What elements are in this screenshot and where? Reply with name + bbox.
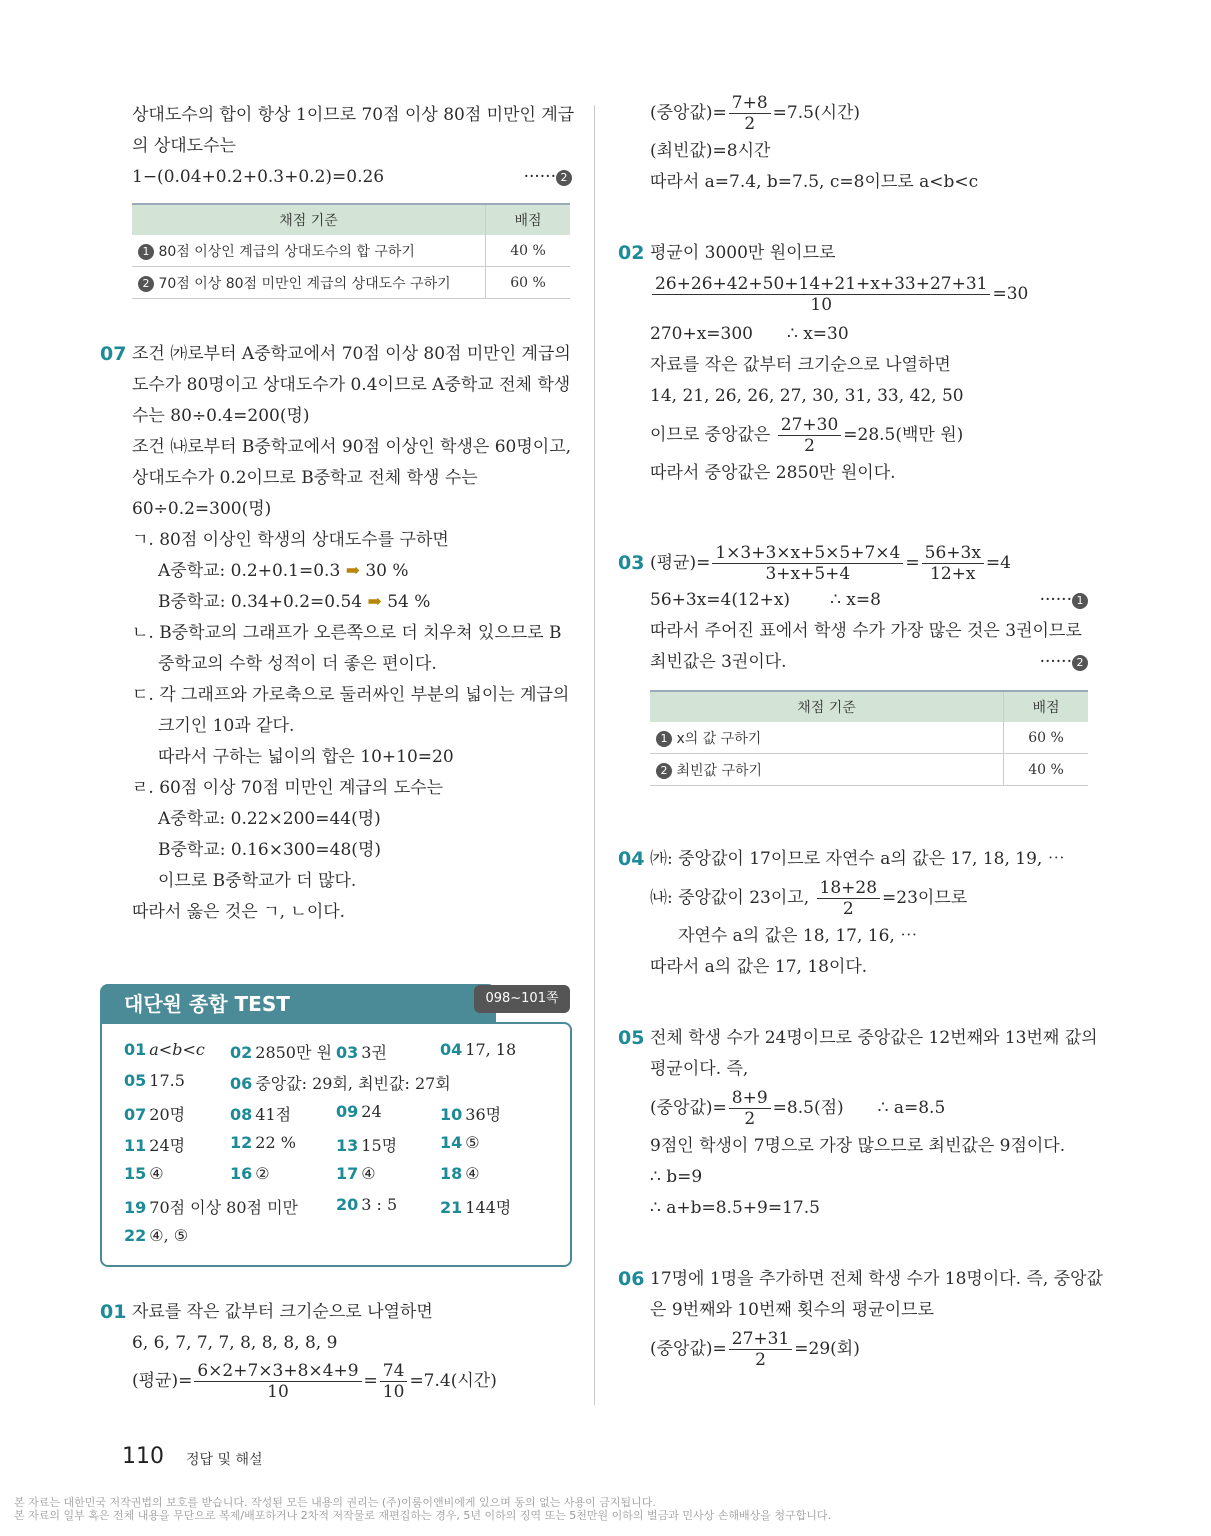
fraction: $\frac{74}{10}$ <box>380 1361 408 1402</box>
problem-number: 06 <box>618 1268 645 1290</box>
text-line: 은 9번째와 10번째 횟수의 평균이므로 <box>650 1300 934 1320</box>
scoring-table <box>650 690 1088 786</box>
score: 60 % <box>1004 722 1089 754</box>
text-line: 평균이 3000만 원이므로 <box>650 243 836 263</box>
text-line: 최빈값은 3권이다. ······ 2 <box>618 647 1088 678</box>
fraction: $\frac{1\times 3+3\times x+5\times 5+7\times 4}{3+x+5+4}$ <box>712 543 903 584</box>
answer-item: 08 41점 <box>230 1105 292 1124</box>
equation: (중앙값)= $\frac{7+8}{2}$ =7.5(시간) <box>650 93 861 134</box>
answer-item: 03 3권 <box>336 1043 387 1062</box>
table-header: 배점 <box>1004 691 1089 722</box>
text-line: 조건 ㈎로부터 A중학교에서 70점 이상 80점 미만인 계급의 <box>132 344 571 364</box>
table-row <box>132 235 570 267</box>
text-line: ∴ b=9 <box>650 1167 703 1187</box>
text-line: ㈎: 중앙값이 17이므로 자연수 a의 값은 17, 18, 19, ⋯ <box>650 849 1065 869</box>
score: 60 % <box>486 267 571 299</box>
score: 40 % <box>486 235 571 267</box>
text-line: 수는 80÷0.4=200(명) <box>132 406 310 426</box>
equation: 이므로 중앙값은 $\frac{27+30}{2}$ =28.5(백만 원) <box>650 415 964 456</box>
text-line: 따라서 주어진 표에서 학생 수가 가장 많은 것은 3권이므로 <box>650 621 1082 641</box>
text-line: 17명에 1명을 추가하면 전체 학생 수가 18명이다. 즉, 중앙값 <box>650 1269 1103 1289</box>
answer-item: 14 ⑤ <box>440 1133 480 1152</box>
text-line: 상대도수의 합이 항상 1이므로 70점 이상 80점 미만인 계급 <box>132 105 575 125</box>
text-line: 따라서 옳은 것은 ㄱ, ㄴ이다. <box>132 902 346 922</box>
step-2-icon: 2 <box>656 763 672 779</box>
text-line: 의 상대도수는 <box>132 136 236 156</box>
answer-row <box>124 1098 570 1129</box>
problem-06 <box>618 1264 1103 1372</box>
text-line: 6, 6, 7, 7, 7, 8, 8, 8, 8, 9 <box>132 1333 338 1353</box>
problem-04 <box>618 844 1088 983</box>
left-column <box>100 100 575 1403</box>
answer-item: 17 ④ <box>336 1164 376 1183</box>
test-answer-box <box>100 984 572 1267</box>
problem-number: 07 <box>100 343 127 365</box>
problem-03 <box>618 541 1088 786</box>
text-line: 전체 학생 수가 24명이므로 중앙값은 12번째와 13번째 값의 <box>650 1028 1098 1048</box>
criterion: 80점 이상인 계급의 상대도수의 합 구하기 <box>158 243 415 260</box>
text-line: 자료를 작은 값부터 크기순으로 나열하면 <box>132 1302 433 1322</box>
problem-number: 05 <box>618 1027 645 1049</box>
text-line: (최빈값)=8시간 <box>650 141 771 161</box>
arrow-right-icon: ➡ <box>367 592 382 612</box>
answer-item: 16 ② <box>230 1164 270 1183</box>
text-line: 크기인 10과 같다. <box>158 716 295 736</box>
text-line: 9점인 학생이 7명으로 가장 많으므로 최빈값은 9점이다. <box>650 1136 1066 1156</box>
copyright-notice <box>14 1496 831 1522</box>
step-2-icon: 2 <box>138 276 154 292</box>
text-line: 평균이다. 즉, <box>650 1059 749 1079</box>
answer-item: 09 24 <box>336 1102 382 1121</box>
arrow-right-icon: ➡ <box>345 561 360 581</box>
table-row <box>650 754 1088 786</box>
text-line: 14, 21, 26, 26, 27, 30, 31, 33, 42, 50 <box>650 386 964 406</box>
answer-grid <box>100 1022 572 1267</box>
column-divider <box>594 105 595 1405</box>
step-2-icon: 2 <box>1072 655 1088 671</box>
footer-label: 정답 및 해설 <box>186 1452 263 1468</box>
text-line: ㄹ. 60점 이상 70점 미만인 계급의 도수는 <box>132 778 443 798</box>
step-2-icon: 2 <box>556 170 572 186</box>
step-marker: ······ 1 <box>1040 585 1088 616</box>
answer-item: 02 2850만 원 <box>230 1043 332 1062</box>
text-line: ㄴ. B중학교의 그래프가 오른쪽으로 더 치우쳐 있으므로 B <box>132 623 562 643</box>
text-line: 자료를 작은 값부터 크기순으로 나열하면 <box>650 355 951 375</box>
equation: (중앙값)= $\frac{27+31}{2}$ =29(회) <box>650 1329 860 1370</box>
equation: (평균)= $\frac{6\times 2+7\times 3+8\times 4+9}{10}$ = $\frac{74}{10}$ =7.4(시간) <box>132 1361 497 1402</box>
problem-number: 01 <box>100 1301 127 1323</box>
text-line: B중학교: 0.16×300=48(명) <box>158 840 381 860</box>
text-line: 60÷0.2=300(명) <box>132 499 272 519</box>
fraction: $\frac{7+8}{2}$ <box>729 93 771 134</box>
step-1-icon: 1 <box>1072 593 1088 609</box>
answer-row <box>124 1067 570 1098</box>
problem-07 <box>100 339 572 928</box>
fraction: $\frac{26+26+42+50+14+21+x+33+27+31}{10}$ <box>652 274 990 315</box>
equation: (중앙값)= $\frac{8+9}{2}$ =8.5(점) ∴ a=8.5 <box>650 1088 946 1129</box>
text-line: 중학교의 수학 성적이 더 좋은 편이다. <box>158 654 437 674</box>
problem-number: 03 <box>618 552 645 574</box>
answer-item: 15 ④ <box>124 1164 164 1183</box>
text-line: 따라서 구하는 넓이의 합은 10+10=20 <box>158 747 454 767</box>
answer-item: 21 144명 <box>440 1198 512 1217</box>
text-line: ㄱ. 80점 이상인 학생의 상대도수를 구하면 <box>132 530 449 550</box>
answer-item: 19 70점 이상 80점 미만 <box>124 1198 298 1217</box>
fraction: $\frac{6\times 2+7\times 3+8\times 4+9}{10}$ <box>194 1361 361 1402</box>
answer-row <box>124 1222 570 1253</box>
table-header: 채점 기준 <box>132 204 486 235</box>
answer-row <box>124 1036 570 1067</box>
table-header: 채점 기준 <box>650 691 1004 722</box>
text-line: ∴ a+b=8.5+9=17.5 <box>650 1198 820 1218</box>
answer-item: 05 17.5 <box>124 1071 185 1090</box>
criterion: 70점 이상 80점 미만인 계급의 상대도수 구하기 <box>158 275 451 292</box>
answer-item: 20 3 : 5 <box>336 1195 398 1214</box>
fraction: $\frac{27+31}{2}$ <box>729 1329 793 1370</box>
answer-item: 06 중앙값: 29회, 최빈값: 27회 <box>230 1074 451 1093</box>
text-line: 도수가 80명이고 상대도수가 0.4이므로 A중학교 전체 학생 <box>132 375 571 395</box>
text-line: 이므로 B중학교가 더 많다. <box>158 871 357 891</box>
text-line: A중학교: 0.2+0.1=0.3 ➡ 30 % <box>158 561 409 581</box>
text-line <box>100 162 572 193</box>
step-marker: ······ 2 <box>1040 647 1088 678</box>
copyright-line: 본 자료의 일부 혹은 전체 내용을 무단으로 복제/배포하거나 2차적 저작물로 재편집하는 경우, 5년 이하의 징역 또는 5천만원 이하의 벌금과 민사상 손해배상을 청구합니다. <box>14 1509 832 1522</box>
text-line: 조건 ㈏로부터 B중학교에서 90점 이상인 학생은 60명이고, <box>132 437 572 457</box>
step-1-icon: 1 <box>138 244 154 260</box>
step-1-icon: 1 <box>656 731 672 747</box>
page-range-badge: 098~101쪽 <box>474 985 570 1013</box>
copyright-line: 본 자료는 대한민국 저작권법의 보호를 받습니다. 작성된 모든 내용의 권리는 (주)이룸이앤비에게 있으며 동의 없는 사용이 금지됩니다. <box>14 1496 656 1509</box>
text-line: 따라서 중앙값은 2850만 원이다. <box>650 463 896 483</box>
text-line: 자연수 a의 값은 18, 17, 16, ⋯ <box>678 926 918 946</box>
text-line: 따라서 a의 값은 17, 18이다. <box>650 957 868 977</box>
problem-number: 04 <box>618 848 645 870</box>
equation: 1−(0.04+0.2+0.3+0.2)=0.26 <box>132 167 385 187</box>
answer-item: 11 24명 <box>124 1136 186 1155</box>
text-line: A중학교: 0.22×200=44(명) <box>158 809 381 829</box>
page-number: 110 <box>122 1444 164 1469</box>
table-row <box>650 722 1088 754</box>
text-line: 따라서 a=7.4, b=7.5, c=8이므로 a<b<c <box>650 172 979 192</box>
problem-number: 02 <box>618 242 645 264</box>
answer-item: 07 20명 <box>124 1105 186 1124</box>
table-row <box>132 267 570 299</box>
problem-02 <box>618 238 1088 489</box>
fraction: $\frac{56+3x}{12+x}$ <box>922 543 984 584</box>
fraction: $\frac{8+9}{2}$ <box>729 1088 771 1129</box>
equation: $\frac{26+26+42+50+14+21+x+33+27+31}{10}$ =30 <box>618 269 1088 319</box>
problem-01-continued <box>618 90 1088 198</box>
table-header: 배점 <box>486 204 571 235</box>
answer-item: 04 17, 18 <box>440 1040 517 1059</box>
section-title: 대단원 종합 TEST <box>100 984 496 1022</box>
score: 40 % <box>1004 754 1089 786</box>
answer-item: 13 15명 <box>336 1136 398 1155</box>
right-column <box>618 93 1103 1372</box>
scoring-table <box>132 203 570 299</box>
answer-row <box>124 1160 570 1191</box>
problem-05 <box>618 1023 1098 1224</box>
answer-item: 10 36명 <box>440 1105 502 1124</box>
equation: (평균)= $\frac{1\times 3+3\times x+5\times 5+7\times 4}{3+x+5+4}$ = $\frac{56+3x}{12+x}$ =4 <box>650 543 1011 584</box>
text-line: 270+x=300 ∴ x=30 <box>650 324 849 344</box>
criterion: x의 값 구하기 <box>676 730 762 747</box>
text-line: 56+3x=4(12+x) ∴ x=8 ······ 1 <box>618 585 1088 616</box>
text-line: B중학교: 0.34+0.2=0.54 ➡ 54 % <box>158 592 431 612</box>
fraction: $\frac{18+28}{2}$ <box>817 878 881 919</box>
answer-item: 01 a<b<c <box>124 1040 205 1059</box>
answer-row <box>124 1191 570 1222</box>
answer-item: 12 22 % <box>230 1133 296 1152</box>
answer-row <box>124 1129 570 1160</box>
criterion: 최빈값 구하기 <box>676 762 763 779</box>
answer-item: 22 ④, ⑤ <box>124 1226 189 1245</box>
fraction: $\frac{27+30}{2}$ <box>778 415 842 456</box>
problem-01 <box>100 1297 572 1403</box>
equation: ㈏: 중앙값이 23이고, $\frac{18+28}{2}$ =23이므로 <box>650 878 968 919</box>
answer-item: 18 ④ <box>440 1164 480 1183</box>
step-marker: ······ 2 <box>524 162 572 193</box>
text-line: 상대도수가 0.2이므로 B중학교 전체 학생 수는 <box>132 468 478 488</box>
text-line: ㄷ. 각 그래프와 가로축으로 둘러싸인 부분의 넓이는 계급의 <box>132 685 570 705</box>
